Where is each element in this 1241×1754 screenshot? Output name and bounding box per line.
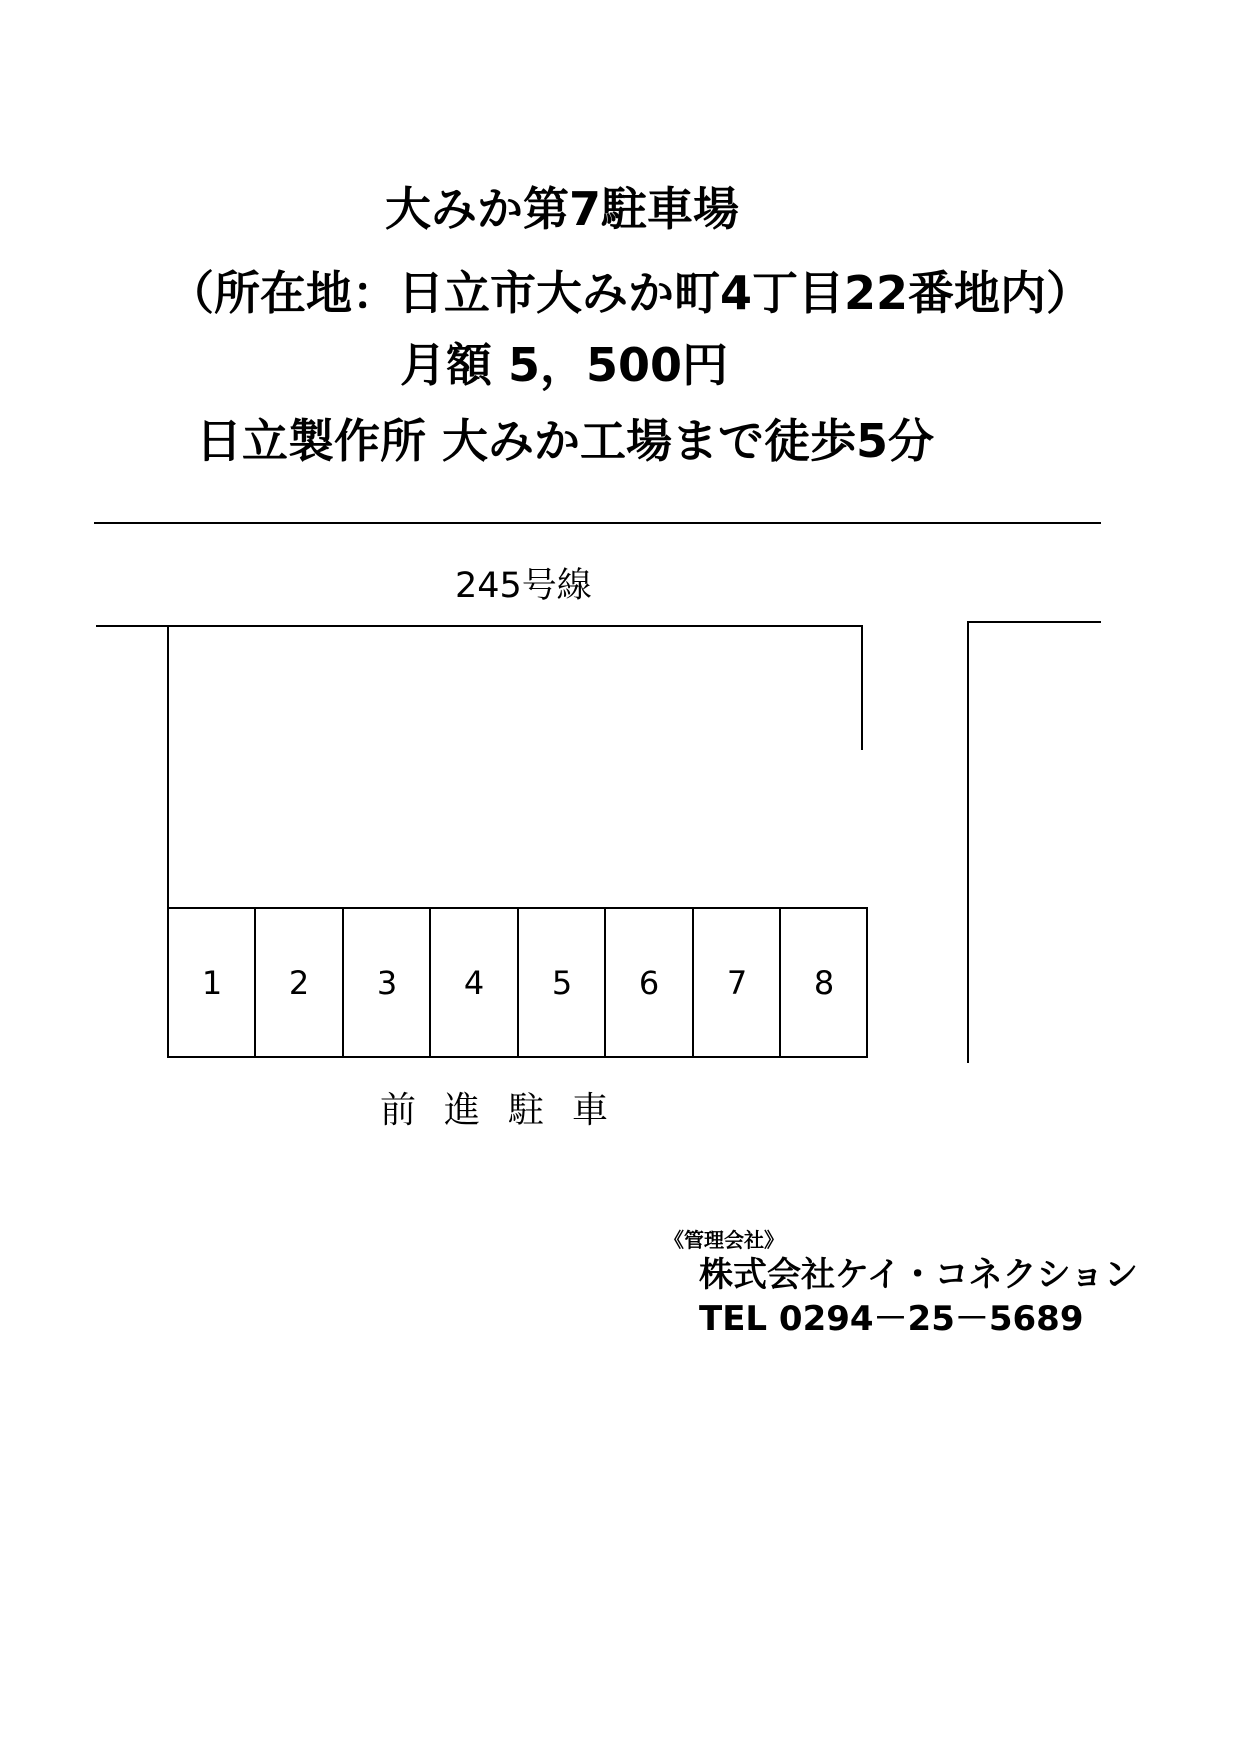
management-phone: TEL 0294－25－5689 <box>699 1299 1084 1339</box>
stall-8: 8 <box>813 963 835 1002</box>
stall-2: 2 <box>288 963 310 1002</box>
page-title: 大みか第7駐車場 <box>385 182 740 236</box>
stall-1: 1 <box>201 963 223 1002</box>
management-label: 《管理会社》 <box>664 1228 784 1252</box>
parking-direction-note: 前進駐車 <box>380 1090 637 1131</box>
stall-7: 7 <box>726 963 748 1002</box>
road-edge-right <box>968 622 1101 1063</box>
address-line: （所在地：日立市大みか町4丁目22番地内） <box>168 266 1093 320</box>
road-label: 245号線 <box>455 566 592 606</box>
monthly-fee: 月額 5，500円 <box>400 338 729 392</box>
management-company: 株式会社ケイ・コネクション <box>699 1255 1138 1295</box>
stall-4: 4 <box>463 963 485 1002</box>
lot-boundary-top <box>96 626 862 750</box>
access-info: 日立製作所 大みか工場まで徒歩5分 <box>196 414 935 468</box>
stall-6: 6 <box>638 963 660 1002</box>
stall-5: 5 <box>551 963 573 1002</box>
stall-3: 3 <box>376 963 398 1002</box>
